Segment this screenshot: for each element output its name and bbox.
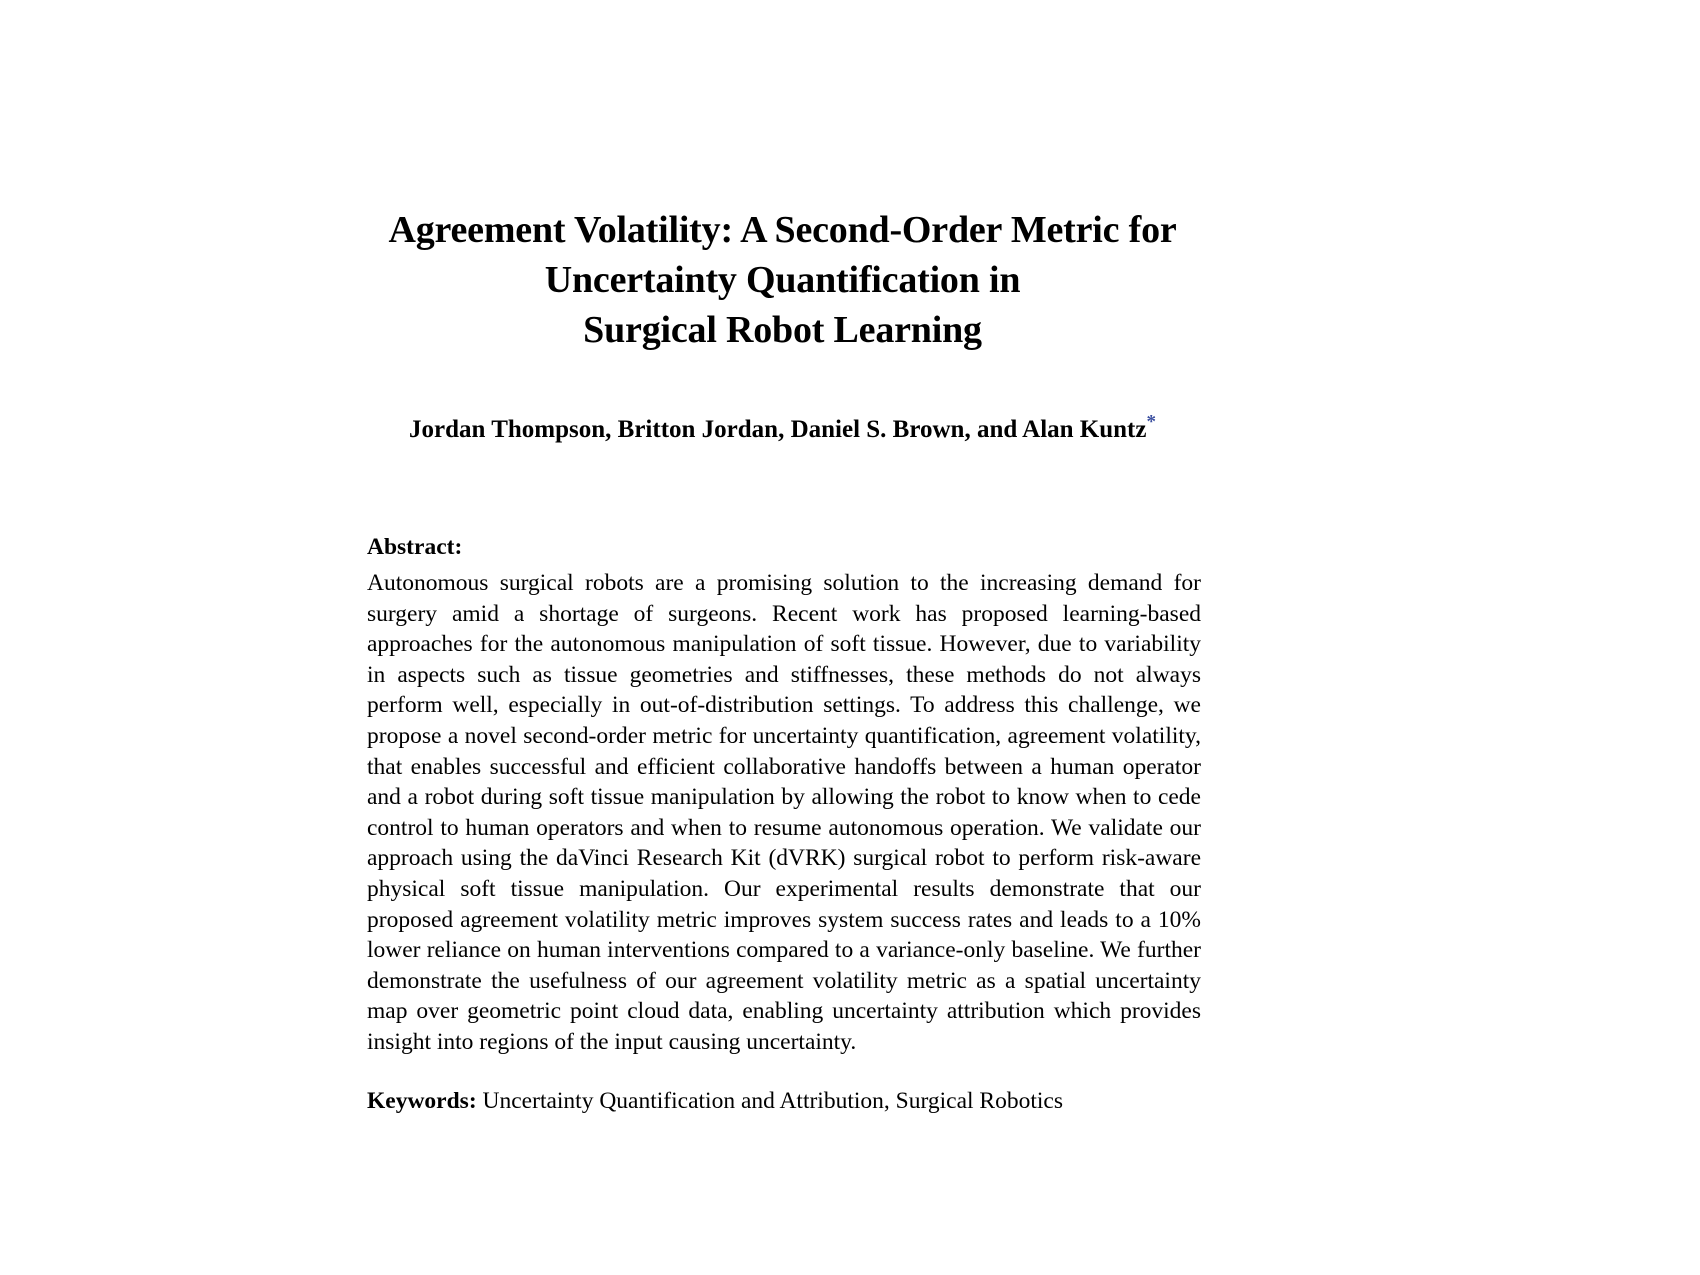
abstract-heading: Abstract:	[367, 534, 463, 560]
author-footnote-marker[interactable]: *	[1146, 411, 1156, 433]
author-names-text: Jordan Thompson, Britton Jordan, Daniel S. Brown, and Alan Kuntz	[409, 416, 1147, 443]
keywords-label: Keywords:	[367, 1087, 477, 1114]
author-names	[310, 413, 1255, 447]
abstract-body: Autonomous surgical robots are a promising solution to the increasing demand for surgery amid a shortage of surgeons. Recent work has proposed learning-based approaches for the autonomous manipulation of soft tissue. However, due to variability in aspects such as tissue geometries and stiffnesses, these methods do not always perform well, especially in out-of-distribution settings. To address this challenge, we propose a novel second-order metric for uncertainty quantification, agreement volatility, that enables successful and efficient collaborative handoffs between a human operator and a robot during soft tissue manipulation by allowing the robot to know when to cede control to human operators and when to resume autonomous operation. We validate our approach using the daVinci Research Kit (dVRK) surgical robot to perform risk-aware physical soft tissue manipulation. Our experimental results demonstrate that our proposed agreement volatility metric improves system success rates and leads to a 10% lower reliance on human interventions compared to a variance-only baseline. We further demonstrate the usefulness of our agreement volatility metric as a spatial uncertainty map over geometric point cloud data, enabling uncertainty attribution which provides insight into regions of the input causing uncertainty.	[367, 570, 1201, 1055]
keywords-value: Uncertainty Quantification and Attribution, Surgical Robotics	[482, 1087, 1063, 1114]
author-list	[310, 413, 1255, 447]
abstract-column	[367, 531, 1201, 1116]
title-line-2: Uncertainty Quantification in	[544, 259, 1021, 301]
keywords-line	[367, 1086, 1201, 1117]
page-title	[310, 205, 1255, 355]
title-line-3: Surgical Robot Learning	[583, 309, 982, 351]
title-line-1: Agreement Volatility: A Second-Order Metric for	[388, 209, 1177, 251]
